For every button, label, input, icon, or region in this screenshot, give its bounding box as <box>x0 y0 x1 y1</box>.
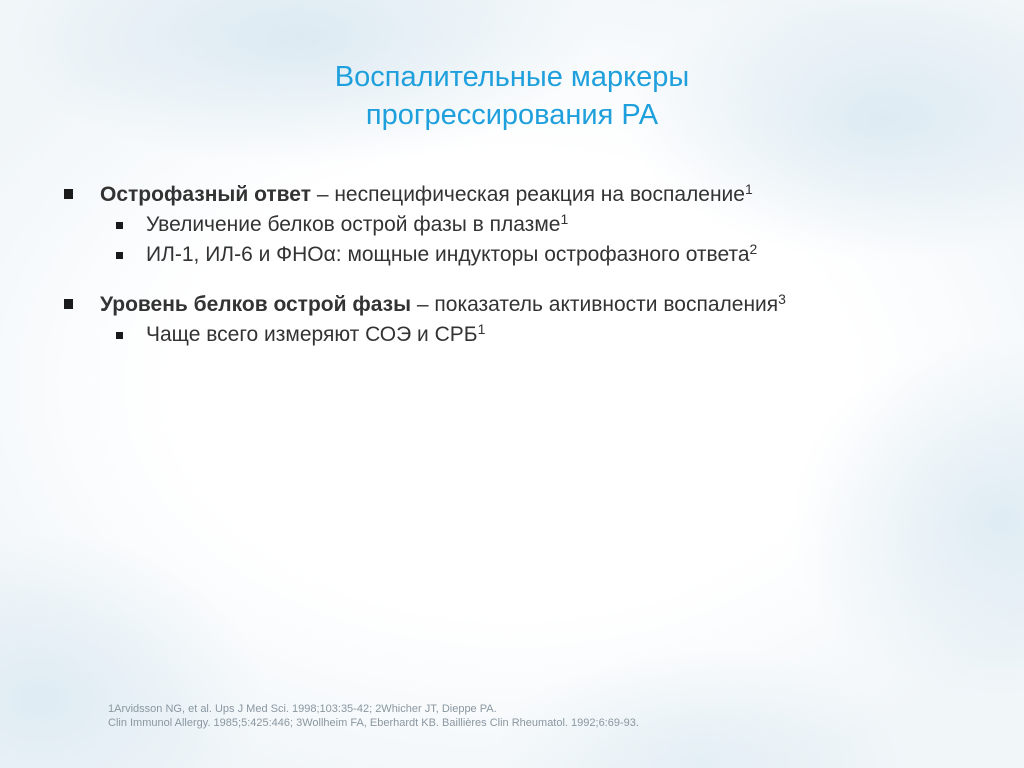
sub-bullet-text: Увеличение белков острой фазы в плазме <box>146 213 561 236</box>
slide-title-line-1: Воспалительные маркеры <box>334 61 690 93</box>
sub-bullet-item <box>62 210 982 240</box>
square-bullet-icon <box>64 189 73 199</box>
bullet-term: Острофазный ответ <box>100 183 311 206</box>
reference-number: 2 <box>749 241 758 257</box>
small-square-bullet-icon <box>116 222 123 229</box>
reference-number: 1 <box>560 211 569 227</box>
reference-number: 1 <box>744 181 753 197</box>
small-square-bullet-icon <box>116 332 123 339</box>
references-footnote <box>108 702 828 730</box>
sub-bullet-item <box>62 320 982 350</box>
references-line-2: Clin Immunol Allergy. 1985;5:425:446; 3Wollheim FA, Eberhardt KB. Baillières Clin Rheumatol. 1992;6:69-93. <box>108 717 639 729</box>
bullet-text: – неспецифическая реакция на воспаление <box>310 183 745 206</box>
sub-bullet-item <box>62 240 982 270</box>
small-square-bullet-icon <box>116 252 123 259</box>
slide-title <box>212 58 812 134</box>
bullet-item-acute-phase-proteins <box>62 290 982 320</box>
sub-bullet-text: ИЛ-1, ИЛ-6 и ФНОα: мощные индукторы острофазного ответа <box>146 243 750 266</box>
bullet-item-acute-phase-response <box>62 180 982 210</box>
bullet-list <box>62 180 982 350</box>
bullet-term: Уровень белков острой фазы <box>100 293 412 316</box>
bullet-text: – показатель активности воспаления <box>411 293 779 316</box>
references-line-1: 1Arvidsson NG, et al. Ups J Med Sci. 1998;103:35-42; 2Whicher JT, Dieppe PA. <box>108 703 497 715</box>
slide-title-line-2: прогрессирования РА <box>365 99 659 131</box>
spacer <box>62 270 982 290</box>
square-bullet-icon <box>64 299 73 309</box>
reference-number: 1 <box>477 321 486 337</box>
sub-bullet-text: Чаще всего измеряют СОЭ и СРБ <box>146 323 478 346</box>
reference-number: 3 <box>778 291 786 307</box>
